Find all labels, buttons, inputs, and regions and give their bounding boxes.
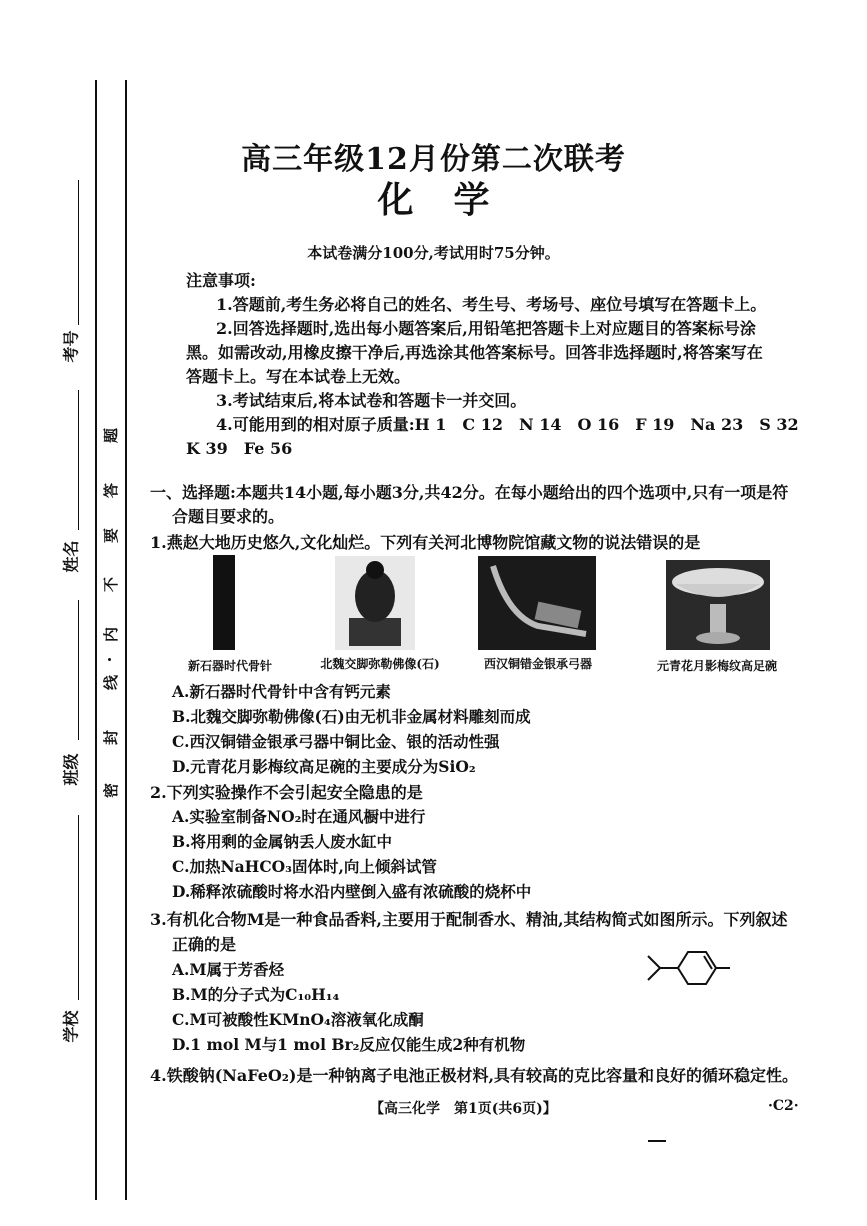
bow-holder-image — [478, 556, 596, 650]
field-line-xuexiao — [78, 815, 79, 1000]
field-line-banji — [78, 600, 79, 740]
field-label-xuexiao: 学校 — [61, 1010, 81, 1043]
notes-heading: 注意事项: — [186, 271, 256, 290]
structure-formula-diagram — [640, 944, 736, 994]
question-2-stem: 2.下列实验操作不会引起安全隐患的是 — [150, 783, 423, 802]
seal-char: 封 — [102, 729, 121, 746]
question-2-option-c: C.加热NaHCO₃固体时,向上倾斜试管 — [172, 857, 437, 876]
question-3-stem: 3.有机化合物M是一种食品香料,主要用于配制香水、精油,其结构简式如图所示。下列叙述 — [150, 910, 788, 929]
notes-line: 答题卡上。写在本试卷上无效。 — [186, 367, 411, 386]
question-3-option-a: A.M属于芳香烃 — [172, 960, 285, 979]
question-1-option-c: C.西汉铜错金银承弓器中铜比金、银的活动性强 — [172, 732, 500, 751]
seal-char: 密 — [102, 782, 121, 799]
field-label-banji: 班级 — [61, 753, 81, 786]
field-label-kaohao: 考号 — [61, 330, 81, 363]
question-3-option-b: B.M的分子式为C₁₀H₁₄ — [172, 985, 340, 1004]
exam-title: 高三年级12月份第二次联考 — [241, 142, 626, 177]
question-3-option-c: C.M可被酸性KMnO₄溶液氧化成酮 — [172, 1010, 424, 1029]
question-1-option-a: A.新石器时代骨针中含有钙元素 — [172, 682, 391, 701]
notes-line: 1.答题前,考生务必将自己的姓名、考生号、考场号、座位号填写在答题卡上。 — [216, 295, 767, 314]
question-3-stem-cont: 正确的是 — [172, 935, 237, 954]
section-heading: 一、选择题:本题共14小题,每小题3分,共42分。在每小题给出的四个选项中,只有一项是符 — [150, 483, 789, 502]
seal-dot — [108, 658, 111, 661]
seal-char: 答 — [102, 482, 121, 499]
seal-char: 内 — [102, 626, 121, 643]
notes-line: 4.可能用到的相对原子质量:H 1 C 12 N 14 O 16 F 19 Na 23 S 32 — [216, 415, 799, 434]
question-2-option-b: B.将用剩的金属钠丢人废水缸中 — [172, 832, 392, 851]
question-1-option-b: B.北魏交脚弥勒佛像(石)由无机非金属材料雕刻而成 — [172, 707, 531, 726]
notes-line: 黑。如需改动,用橡皮擦干净后,再选涂其他答案标号。回答非选择题时,将答案写在 — [186, 343, 763, 362]
field-line-xingming — [78, 390, 79, 530]
image-caption: 新石器时代骨针 — [187, 659, 272, 673]
buddha-statue-image — [335, 556, 415, 650]
question-3-option-d: D.1 mol M与1 mol Br₂反应仅能生成2种有机物 — [172, 1035, 526, 1054]
bone-needle-image — [213, 555, 235, 650]
image-caption: 北魏交脚弥勒佛像(石) — [320, 657, 440, 671]
question-2-option-d: D.稀释浓硫酸时将水沿内壁倒入盛有浓硫酸的烧杯中 — [172, 882, 532, 901]
seal-char: 题 — [102, 427, 121, 444]
seal-char: 要 — [102, 527, 121, 544]
subject-title: 化学 — [377, 179, 530, 221]
seal-char: 线 — [102, 674, 121, 691]
notes-line: 3.考试结束后,将本试卷和答题卡一并交回。 — [216, 391, 527, 410]
paper-code: ·C2· — [768, 1098, 799, 1114]
field-label-xingming: 姓名 — [61, 540, 81, 573]
footer-dash — [648, 1140, 666, 1142]
image-caption: 元青花月影梅纹高足碗 — [656, 659, 777, 673]
exam-info: 本试卷满分100分,考试用时75分钟。 — [307, 244, 560, 262]
seal-char: 不 — [102, 576, 121, 593]
image-caption: 西汉铜错金银承弓器 — [483, 657, 592, 671]
blue-white-bowl-image — [666, 560, 770, 650]
question-1-option-d: D.元青花月影梅纹高足碗的主要成分为SiO₂ — [172, 757, 476, 776]
question-4-stem: 4.铁酸钠(NaFeO₂)是一种钠离子电池正极材料,具有较高的克比容量和良好的循环稳定性。 — [150, 1066, 799, 1085]
page-footer: 【高三化学 第1页(共6页)】 — [370, 1101, 557, 1117]
notes-line: 2.回答选择题时,选出每小题答案后,用铅笔把答题卡上对应题目的答案标号涂 — [216, 319, 756, 338]
question-1-stem: 1.燕赵大地历史悠久,文化灿烂。下列有关河北博物院馆藏文物的说法错误的是 — [150, 533, 701, 552]
section-heading-cont: 合题目要求的。 — [172, 507, 285, 526]
question-2-option-a: A.实验室制备NO₂时在通风橱中进行 — [172, 807, 426, 826]
notes-line: K 39 Fe 56 — [186, 439, 293, 458]
